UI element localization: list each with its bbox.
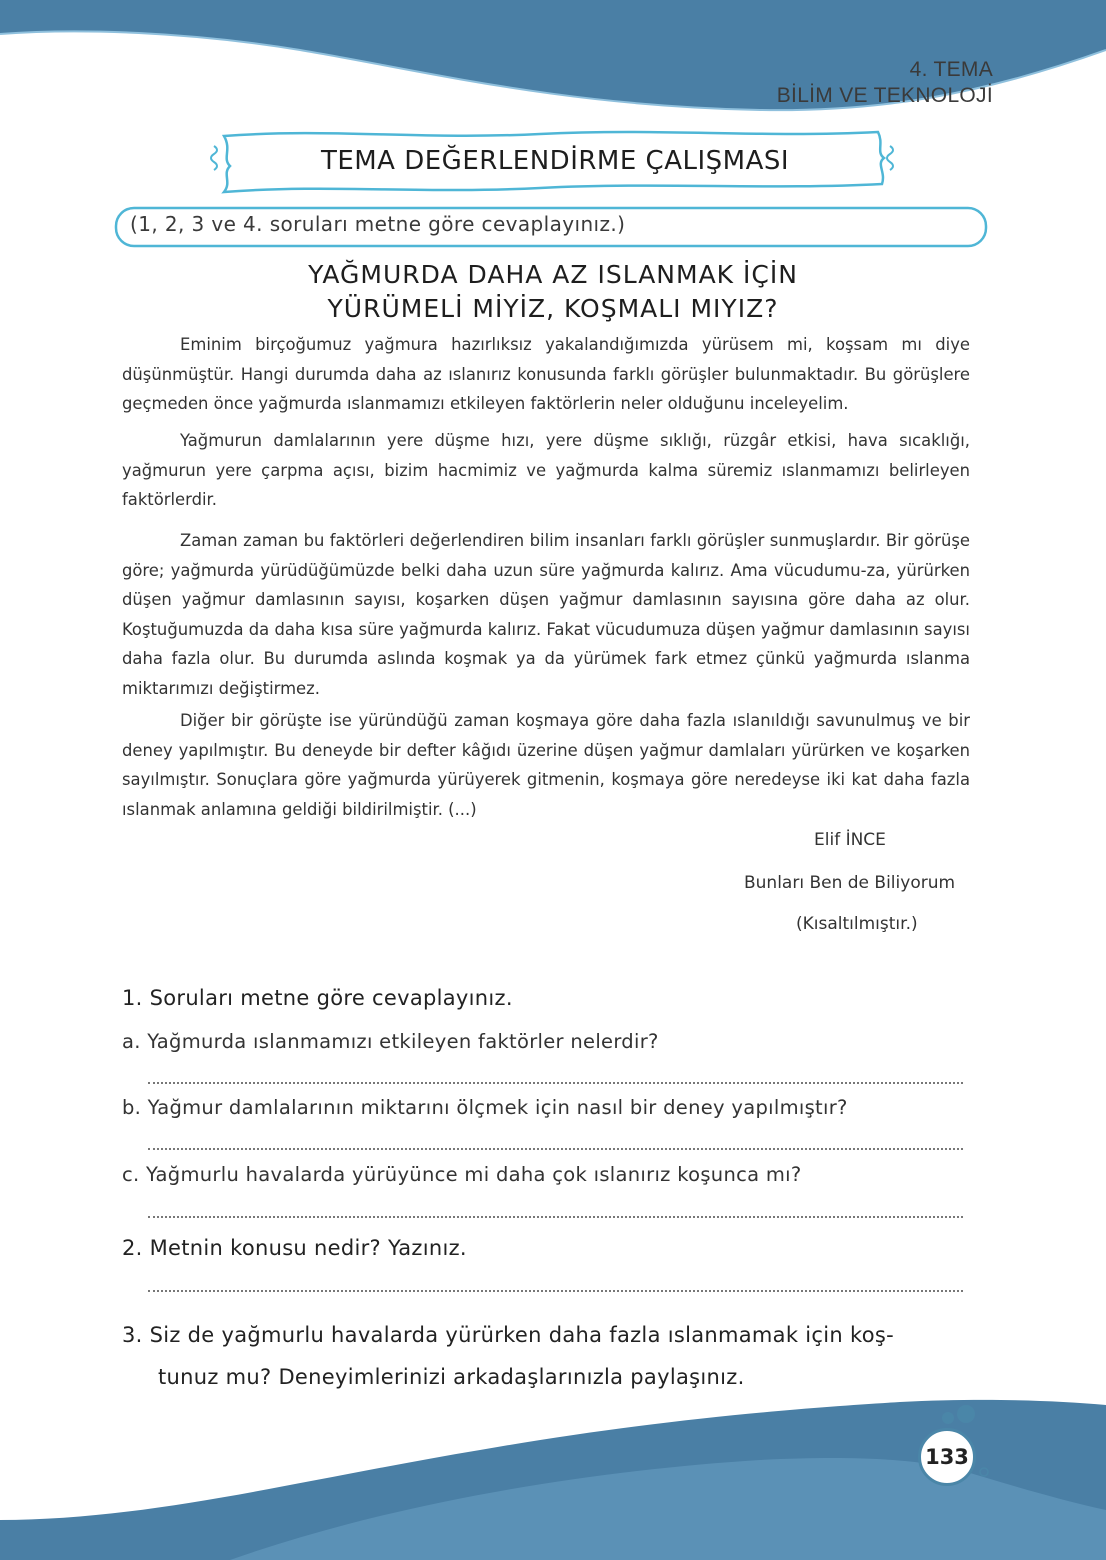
banner-squiggle bbox=[211, 146, 217, 170]
article-paragraph: Diğer bir görüşte ise yüründüğü zaman koşmaya göre daha fazla ıslanıldığı savunulmuş ve bir deney yapılmıştır. Bu deneyde bir defter kâğıdı üzerine düşen yağmur damlaları yürürken ve koşarken sayılmıştır. Sonuçlara göre yağmurda yürüyerek gitmenin, koşmaya göre neredeyse iki kat daha fazla ıslanmak anlamına geldiği bildirilmiştir. (...) bbox=[122, 711, 970, 819]
article-author: Elif İNCE bbox=[814, 830, 886, 850]
theme-number: 4. TEMA bbox=[909, 58, 993, 81]
bubble-dot bbox=[942, 1412, 954, 1424]
article-note: (Kısaltılmıştır.) bbox=[796, 914, 918, 934]
question-1: 1. Soruları metne göre cevaplayınız. bbox=[122, 986, 513, 1010]
article-heading-line1: YAĞMURDA DAHA AZ ISLANMAK İÇİN bbox=[308, 260, 798, 289]
page-title: TEMA DEĞERLENDİRME ÇALIŞMASI bbox=[320, 146, 790, 176]
answer-line-1c[interactable] bbox=[148, 1216, 963, 1218]
article-heading-line2: YÜRÜMELİ MİYİZ, KOŞMALI MIYIZ? bbox=[327, 294, 779, 323]
answer-line-1b[interactable] bbox=[148, 1148, 963, 1150]
answer-line-1a[interactable] bbox=[148, 1082, 963, 1084]
page-number: 133 bbox=[918, 1428, 976, 1486]
question-3-line1: 3. Siz de yağmurlu havalarda yürürken daha fazla ıslanmamak için koş- bbox=[122, 1323, 894, 1347]
question-1b: b. Yağmur damlalarının miktarını ölçmek için nasıl bir deney yapılmıştır? bbox=[122, 1096, 848, 1119]
theme-name: BİLİM VE TEKNOLOJİ bbox=[776, 84, 993, 107]
question-3-line2: tunuz mu? Deneyimlerinizi arkadaşlarınızla paylaşınız. bbox=[158, 1365, 745, 1389]
bubble-dot bbox=[957, 1405, 975, 1423]
article-paragraph: Eminim birçoğumuz yağmura hazırlıksız yakalandığımızda yürüsem mi, koşsam mı diye düşünmüştür. Hangi durumda daha az ıslanırız konusunda farklı görüşler bulunmaktadır. Bu görüşlere geçmeden önce yağmurda ıslanmamızı etkileyen faktörlerin neler olduğunu inceleyelim. bbox=[122, 335, 970, 414]
article-paragraph: Zaman zaman bu faktörleri değerlendiren bilim insanları farklı görüşler sunmuşlardır. Bir görüşe göre; yağmurda yürüdüğümüzde belki daha uzun süre yağmurda kalırız. Ama vücudumu-za, yürürken düşen yağmur damlasının sayısı, koşarken düşen yağmur damlasının sayısına göre daha az olur. Koştuğumuzda da daha kısa süre yağmurda kalırız. Fakat vücudumuza düşen yağmur damlasının sayısı daha fazla olur. Bu durumda aslında koşmak ya da yürümek fark etmez çünkü yağmurda ıslanma miktarımızı değiştirmez. bbox=[122, 531, 970, 698]
article-paragraph: Yağmurun damlalarının yere düşme hızı, yere düşme sıklığı, rüzgâr etkisi, hava sıcaklığı, yağmurun yere çarpma açısı, bizim hacmimiz ve yağmurda kalma süremiz ıslanmamızı belirleyen faktörlerdir. bbox=[122, 431, 970, 510]
question-2: 2. Metnin konusu nedir? Yazınız. bbox=[122, 1236, 467, 1260]
article-source: Bunları Ben de Biliyorum bbox=[744, 873, 956, 893]
question-3 bbox=[122, 1314, 972, 1398]
answer-line-2[interactable] bbox=[148, 1290, 963, 1292]
question-1c: c. Yağmurlu havalarda yürüyünce mi daha çok ıslanırız koşunca mı? bbox=[122, 1163, 802, 1186]
question-1a: a. Yağmurda ıslanmamızı etkileyen faktörler nelerdir? bbox=[122, 1030, 659, 1053]
banner-squiggle bbox=[887, 146, 893, 170]
instruction-text: (1, 2, 3 ve 4. soruları metne göre cevaplayınız.) bbox=[130, 212, 626, 236]
